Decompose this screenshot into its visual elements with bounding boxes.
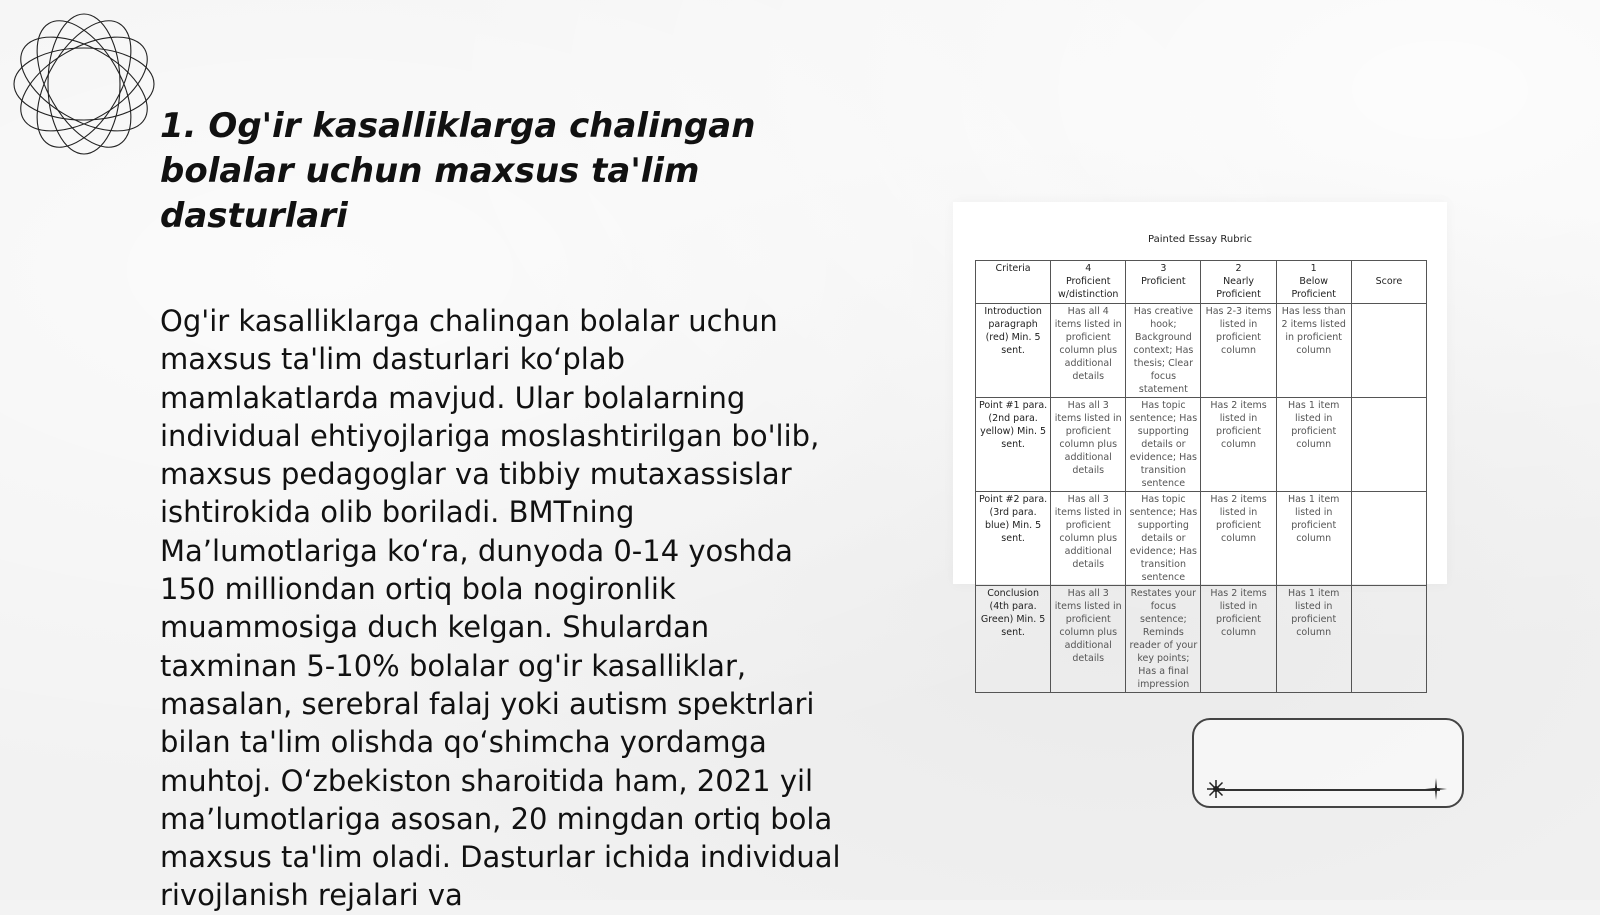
rubric-score-cell — [1351, 492, 1426, 586]
rubric-image — [953, 202, 1447, 690]
rubric-cell: Has 2 items listed in proficient column — [1201, 398, 1276, 492]
rubric-cell: Has topic sentence; Has supporting details or evidence; Has transition sentence — [1126, 492, 1201, 586]
rubric-cell: Has 1 item listed in proficient column — [1276, 492, 1351, 586]
rubric-header-row — [976, 261, 1427, 304]
rubric-cell: Has all 4 items listed in proficient column plus additional details — [1051, 304, 1126, 398]
rubric-criteria: Conclusion (4th para. Green) Min. 5 sent. — [976, 586, 1051, 693]
table-row — [976, 304, 1427, 398]
table-row — [976, 492, 1427, 586]
rubric-criteria: Introduction paragraph (red) Min. 5 sent. — [976, 304, 1051, 398]
rubric-title: Painted Essay Rubric — [1148, 234, 1252, 245]
rubric-cell: Has 2-3 items listed in proficient column — [1201, 304, 1276, 398]
rubric-header-2: 2 Nearly Proficient — [1201, 261, 1276, 304]
rubric-header-score: Score — [1351, 261, 1426, 304]
crosshair-star-icon — [1424, 777, 1448, 801]
rubric-header-3: 3 Proficient — [1126, 261, 1201, 304]
rubric-cell: Has all 3 items listed in proficient column plus additional details — [1051, 398, 1126, 492]
rubric-score-cell — [1351, 586, 1426, 693]
slider-line — [1216, 789, 1440, 791]
table-row — [976, 398, 1427, 492]
rubric-cell: Has 2 items listed in proficient column — [1201, 586, 1276, 693]
rubric-score-cell — [1351, 304, 1426, 398]
rubric-cell: Restates your focus sentence; Reminds reader of your key points; Has a final impression — [1126, 586, 1201, 693]
rubric-header-criteria: Criteria — [976, 261, 1051, 304]
table-row — [976, 586, 1427, 693]
slide-body-text: Og'ir kasalliklarga chalingan bolalar uchun maxsus ta'lim dasturlari ko‘plab mamlakatlarda mavjud. Ular bolalarning individual ehtiyojlariga moslashtirilgan bo'lib, maxsus pedagoglar va tibbiy mutaxassislar ishtirokida olib boriladi. BMTning Ma’lumotlariga ko‘ra, dunyoda 0-14 yoshda 150 milliondan ortiq bola nogironlik muammosiga duch kelgan. Shulardan taxminan 5-10% bolalar og'ir kasalliklar, masalan, serebral falaj yoki autism spektrlari bilan ta'lim olishda qo‘shimcha yordamga muhtoj. O‘zbekiston sharoitida ham, 2021 yil ma’lumotlariga asosan, 20 mingdan ortiq bola maxsus ta'lim oladi. Dasturlar ichida individual rivojlanish rejalari va — [160, 304, 841, 913]
rubric-cell: Has all 3 items listed in proficient column plus additional details — [1051, 492, 1126, 586]
rubric-header-1: 1 Below Proficient — [1276, 261, 1351, 304]
rubric-cell: Has creative hook; Background context; Has thesis; Clear focus statement — [1126, 304, 1201, 398]
circle-loop-ornament-icon — [10, 10, 158, 158]
rubric-cell: Has 1 item listed in proficient column — [1276, 586, 1351, 693]
rubric-table — [975, 260, 1427, 693]
rubric-header-4: 4 Proficient w/distinction — [1051, 261, 1126, 304]
rubric-criteria: Point #1 para. (2nd para. yellow) Min. 5 sent. — [976, 398, 1051, 492]
rubric-cell: Has all 3 items listed in proficient column plus additional details — [1051, 586, 1126, 693]
decorative-slider-frame — [1192, 718, 1464, 808]
rubric-cell: Has 1 item listed in proficient column — [1276, 398, 1351, 492]
rubric-score-cell — [1351, 398, 1426, 492]
rubric-cell: Has 2 items listed in proficient column — [1201, 492, 1276, 586]
rubric-cell: Has less than 2 items listed in proficient column — [1276, 304, 1351, 398]
slide-title: 1. Og'ir kasalliklarga chalingan bolalar uchun maxsus ta'lim dasturlari — [160, 106, 756, 236]
rubric-cell: Has topic sentence; Has supporting details or evidence; Has transition sentence — [1126, 398, 1201, 492]
rubric-criteria: Point #2 para. (3rd para. blue) Min. 5 sent. — [976, 492, 1051, 586]
sparkle-icon — [1206, 779, 1226, 799]
